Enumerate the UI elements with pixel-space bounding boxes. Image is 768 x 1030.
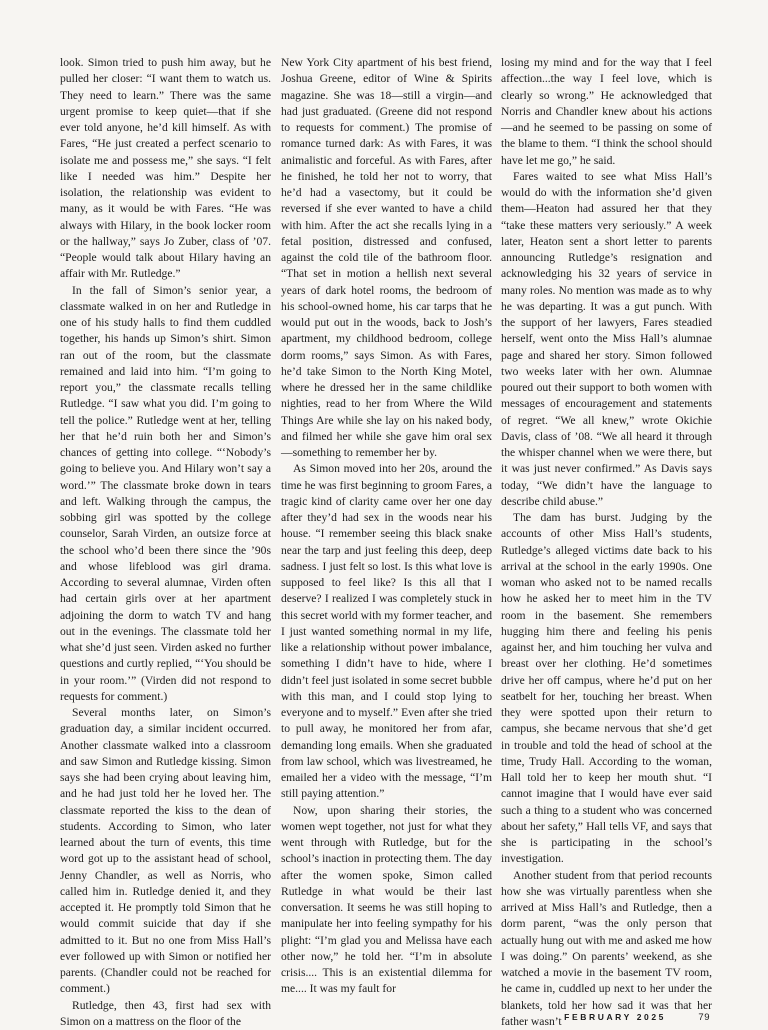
text-column-3 bbox=[501, 55, 712, 1030]
paragraph: Fares waited to see what Miss Hall’s would do with the information she’d given them—Heaton had assured her that they “take these matters very seriously.” A week later, Heaton sent a short letter to parents announcing Rutledge’s resignation and acknowledging his 32 years of service in many roles. No mention was made as to why he was departing. It was a gut punch. With the support of her lawyers, Fares steadied herself, went onto the Miss Hall’s alumnae page and shared her story. Simon followed two weeks later with her own. Alumnae poured out their support to both women with messages of encouragement and statements of regret. “We all knew,” wrote Okichie Davis, class of ’08. “We all heard it through the whisper channel when we were there, but it was just never confirmed.” As Davis says today, “We didn’t have the language to describe child abuse.” bbox=[501, 169, 712, 510]
paragraph: As Simon moved into her 20s, around the time he was first beginning to groom Fares, a tragic kind of clarity came over her one day after they’d had sex in the woods near his house. “I remember seeing this black snake near the tarp and just feeling this deep, deep sadness. I just felt so lost. Is this what love is supposed to feel like? Is this all that I deserve? I realized I was completely stuck in this secret world with my former teacher, and I just wanted something normal in my life, like a relationship without power imbalance, something I didn’t have to hide, where I didn’t feel just isolated in some secret bubble with this man, and I could stop lying to everyone and to myself.” Even after she tried to pull away, he monitored her from afar, demanding long emails. When she graduated from law school, which was livestreamed, he emailed her a video with the message, “I’m still paying attention.” bbox=[281, 461, 492, 802]
paragraph: look. Simon tried to push him away, but he pulled her closer: “I want them to watch us. They need to learn.” There was the same urgent promise to keep quiet—that if she ever told anyone, he’d kill himself. As with Fares, “He just created a perfect scenario to isolate me and possess me,” she says. “I felt like I needed was him.” Despite her isolation, the relationship was evident to many, as it would be with Fares. “He was always with Hilary, in the book locker room or the hallway,” says Jo Zuber, class of ’07. “People would talk about Hilary having an affair with Mr. Rutledge.” bbox=[60, 55, 271, 283]
text-column-2 bbox=[281, 55, 492, 998]
paragraph: Another student from that period recounts how she was virtually parentless when she arrived at Miss Hall’s and Rutledge, then a dorm parent, “was the only person that actually hung out with me and asked me how I was doing.” On parents’ weekend, as she watched a movie in the basement TV room, he came in, cuddled up next to her under the blankets, told her how sad it was that her father wasn’t bbox=[501, 868, 712, 1030]
page-number: 79 bbox=[698, 1012, 710, 1023]
paragraph: Now, upon sharing their stories, the women wept together, not just for what they went through with Rutledge, but for the school’s inaction in protecting them. The day after the women spoke, Simon called Rutledge in what would be their last conversation. It seems he was still hoping to manipulate her into feeling sympathy for his plight: “I’m glad you and Melissa have each other now,” he told her. “I’m in absolute crisis.... This is an existential dilemma for me.... It was my fault for bbox=[281, 803, 492, 998]
text-column-1 bbox=[60, 55, 271, 1030]
paragraph: Rutledge, then 43, first had sex with Simon on a mattress on the floor of the bbox=[60, 998, 271, 1030]
paragraph: Several months later, on Simon’s graduation day, a similar incident occurred. Another classmate walked into a classroom and saw Simon and Rutledge kissing. Simon says she had been crying about leaving him, and he had just told her he loved her. The classmate reported the kiss to the dean of students. According to Simon, who later learned about the turn of events, this time word got up to the assistant head of school, Jenny Chandler, as well as Norris, who called him in. Rutledge denied it, and they accepted it. He promptly told Simon that he would commit suicide that day if she admitted to it. But no one from Miss Hall’s ever followed up with Simon or notified her parents. (Chandler could not be reached for comment.) bbox=[60, 705, 271, 998]
paragraph: New York City apartment of his best friend, Joshua Greene, editor of Wine & Spirits magazine. She was 18—still a virgin—and had just graduated. (Greene did not respond to requests for comment.) The promise of romance turned dark: As with Fares, it was animalistic and forceful. As with Fares, after he finished, he told her not to worry, that he’d had a vasectomy, but it could be reversed if she ever wanted to have a child with him. After the act she recalls lying in a fetal position, distressed and confused, against the cold tile of the bathroom floor. “That set in motion a hellish next several years of dark hotel rooms, the bedroom of his school-owned home, his car tarps that he would put out in the woods, back to Josh’s apartment, my childhood bedroom, college dorm rooms,” says Simon. As with Fares, he’d take Simon to the North King Motel, where he dressed her in the same childlike nighties, read to her from Where the Wild Things Are while she lay on his naked body, and filmed her while she gave him oral sex—something to remember her by. bbox=[281, 55, 492, 461]
paragraph: In the fall of Simon’s senior year, a classmate walked in on her and Rutledge in one of his study halls to find them cuddled together, his hands up Simon’s shirt. Simon ran out of the room, but the classmate remained and laid into him. “I’m going to report you,” the classmate recalls telling Rutledge. “I saw what you did. I’m going to tell the police.” Rutledge went at her, telling her that he’d ruin both her and Simon’s chances of getting into college. “‘Nobody’s going to believe you. And Hilary won’t say a word.’” The classmate broke down in tears and left. Walking through the campus, the sobbing girl was spotted by the college counselor, Sarah Virden, an outsize force at the school who’d been there since the ’90s and whose lifeblood was girl drama. According to several alumnae, Virden often had certain girls over at her apartment adjoining the dorm to watch TV and hang out in the evenings. The classmate told her what she’d just seen. Virden asked no further questions and curtly replied, “‘You should be in your room.’” (Virden did not respond to requests for comment.) bbox=[60, 283, 271, 706]
paragraph: losing my mind and for the way that I feel affection...the way I feel love, which is clearly so wrong.” He acknowledged that Norris and Chandler knew about his actions—and he seemed to be passing on some of the blame to them. “I think the school should have let me go,” he said. bbox=[501, 55, 712, 169]
paragraph: The dam has burst. Judging by the accounts of other Miss Hall’s students, Rutledge’s alleged victims date back to his arrival at the school in the early 1990s. One woman who asked not to be named recalls how he asked her to meet him in the TV room in the basement. She remembers hugging him there and feeling his penis against her, and him touching her vulva and breast over her clothing. He’d sometimes drive her off campus, where he’d put on her seatbelt for her, touching her breast. When they were spotted upon their return to campus, she became nervous that she’d get in trouble and told the head of school at the time, Trudy Hall. According to the woman, Hall told her to keep her mouth shut. “I cannot imagine that I would have ever said such a thing to a student who was concerned about her safety,” Hall tells VF, and says that she is participating in the school’s investigation. bbox=[501, 510, 712, 868]
issue-date: FEBRUARY 2025 bbox=[564, 1012, 666, 1022]
